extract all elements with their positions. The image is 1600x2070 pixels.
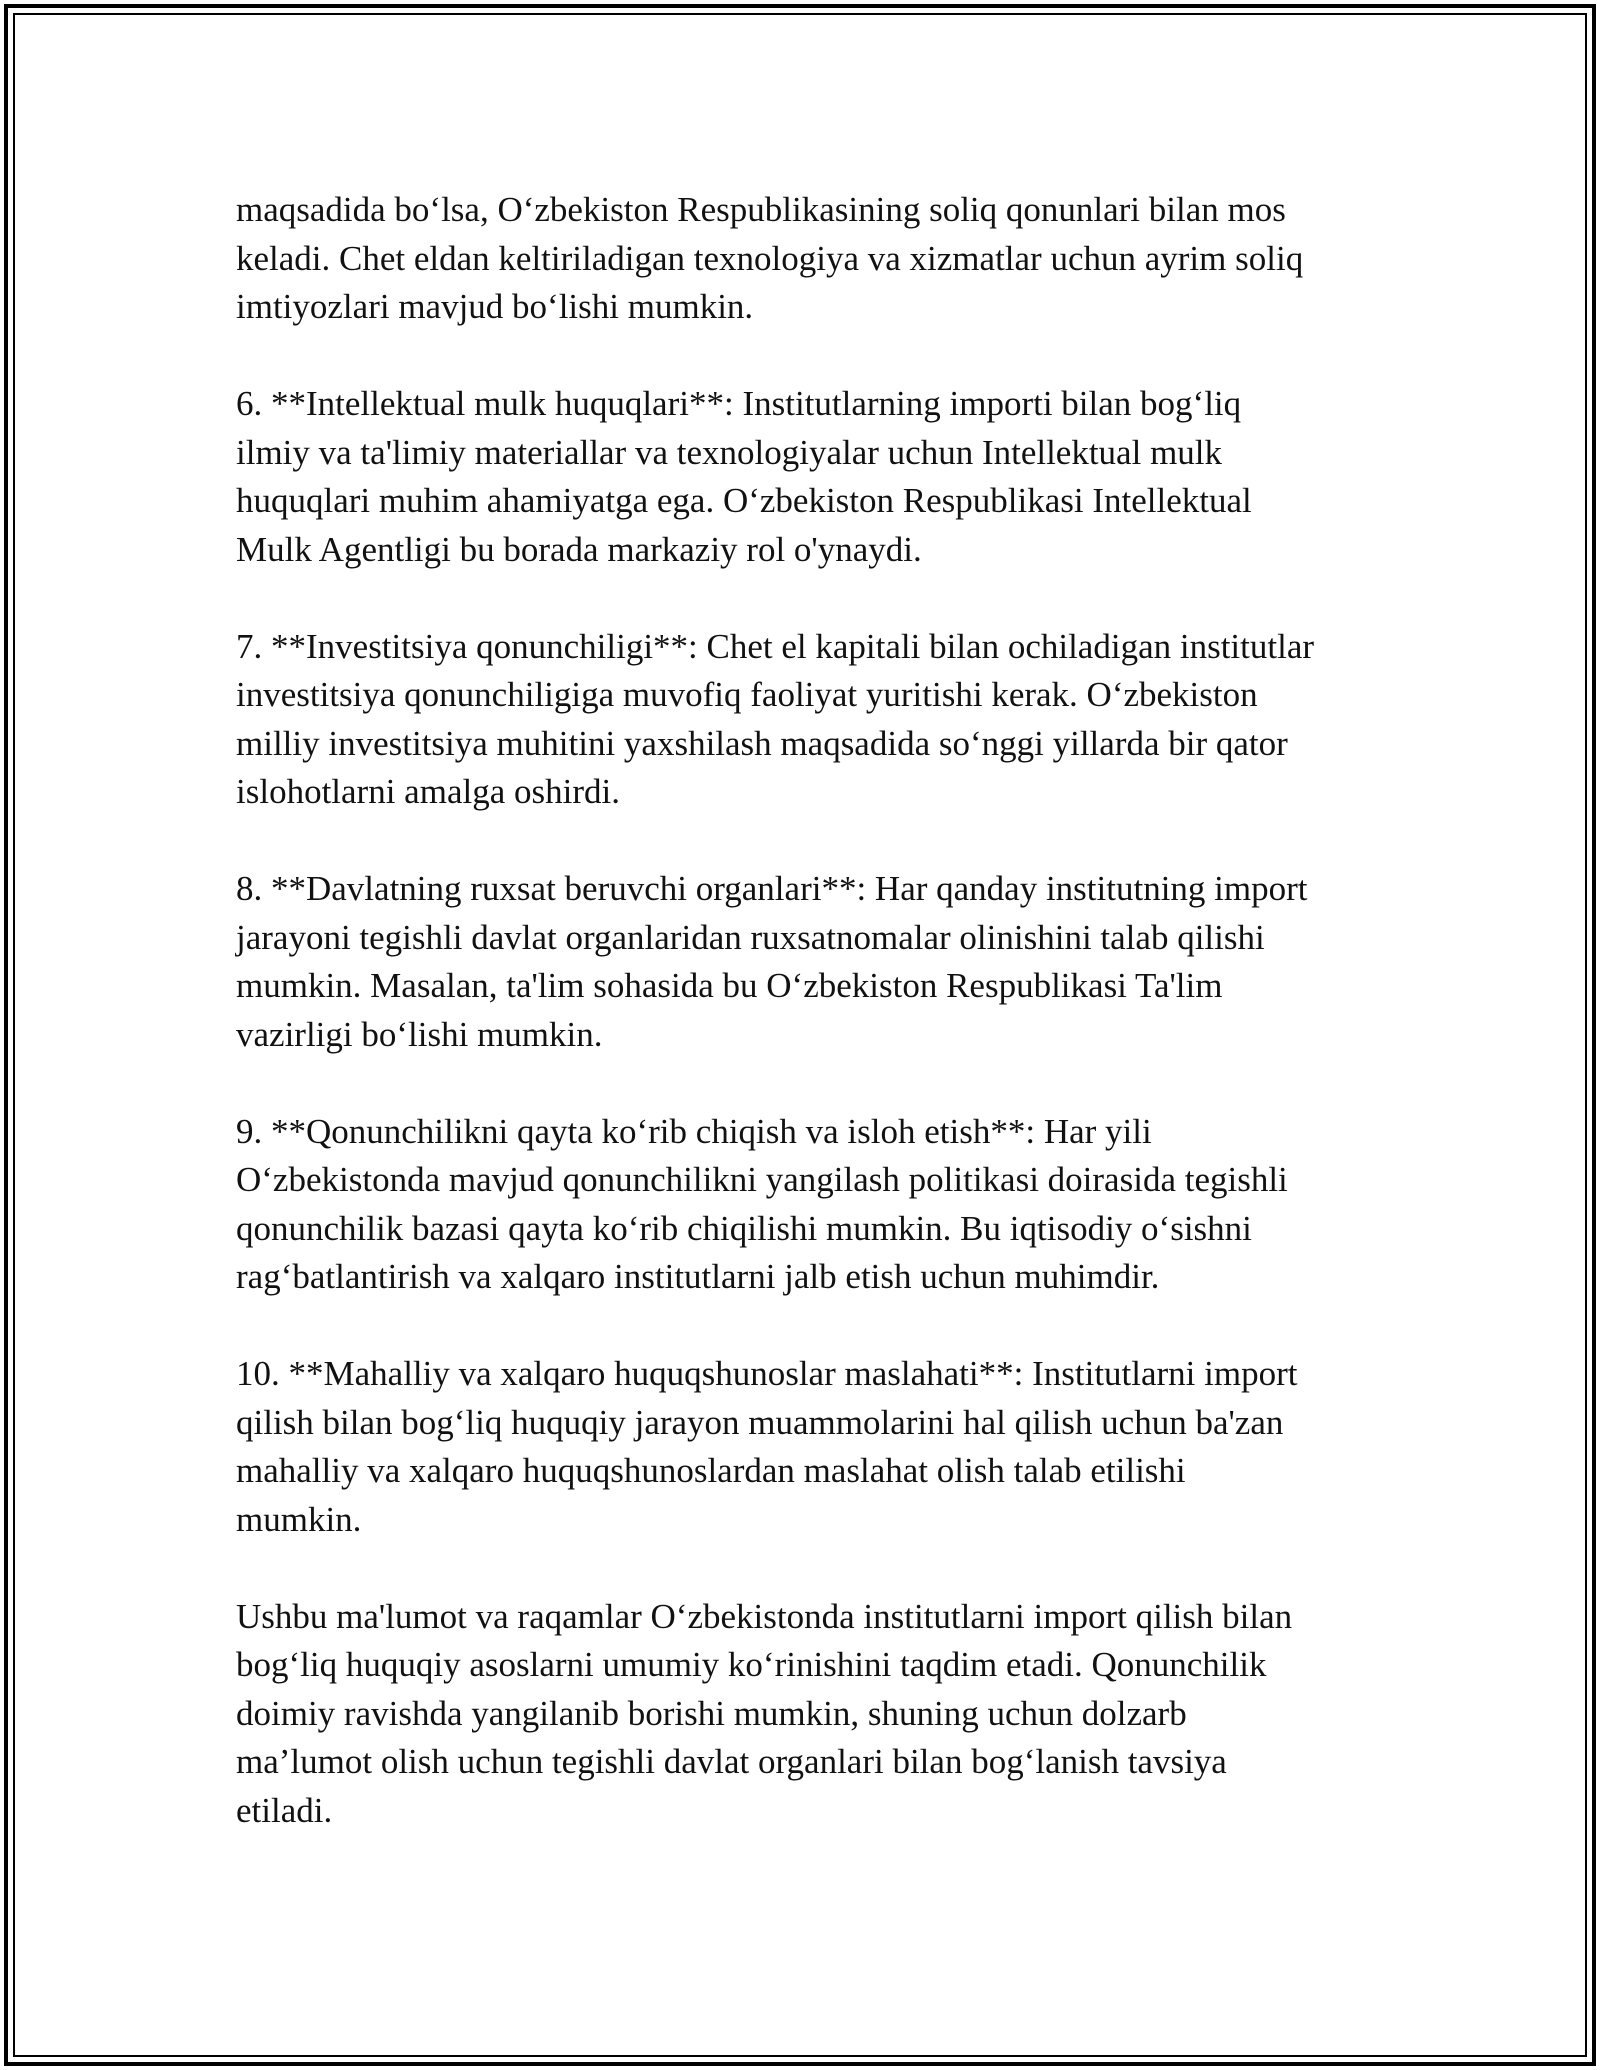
- paragraph-item-9: [236, 1108, 1416, 1302]
- text-line: mumkin.: [236, 1499, 362, 1539]
- text-line: mahalliy va xalqaro huquqshunoslardan maslahat olish talab etilishi: [236, 1451, 1186, 1490]
- paragraph-tax-continuation: [236, 186, 1416, 332]
- text-line: 8. **Davlatning ruxsat beruvchi organlari**: Har qanday institutning import: [236, 869, 1308, 908]
- text-line: bog‘liq huquqiy asoslarni umumiy ko‘rinishini taqdim etadi. Qonunchilik: [236, 1645, 1267, 1684]
- text-line: etiladi.: [236, 1790, 333, 1830]
- text-line: qonunchilik bazasi qayta ko‘rib chiqilishi mumkin. Bu iqtisodiy o‘sishni: [236, 1208, 1252, 1248]
- text-line: islohotlarni amalga oshirdi.: [236, 772, 620, 811]
- paragraph-item-7: [236, 623, 1416, 817]
- text-line: huquqlari muhim ahamiyatga ega. O‘zbekiston Respublikasi Intellektual: [236, 481, 1252, 520]
- paragraph-item-6: [236, 380, 1416, 574]
- text-line: mumkin. Masalan, ta'lim sohasida bu O‘zbekiston Respublikasi Ta'lim: [236, 966, 1223, 1005]
- text-line: O‘zbekistonda mavjud qonunchilikni yangilash politikasi doirasida tegishli: [236, 1160, 1288, 1199]
- text-line: imtiyozlari mavjud bo‘lishi mumkin.: [236, 287, 754, 326]
- text-line: milliy investitsiya muhitini yaxshilash maqsadida so‘nggi yillarda bir qator: [236, 723, 1288, 763]
- text-line: doimiy ravishda yangilanib borishi mumkin, shuning uchun dolzarb: [236, 1693, 1187, 1733]
- text-line: maqsadida bo‘lsa, O‘zbekiston Respublikasining soliq qonunlari bilan mos: [236, 190, 1286, 229]
- text-line: ma’lumot olish uchun tegishli davlat organlari bilan bog‘lanish tavsiya: [236, 1742, 1227, 1781]
- paragraph-item-10: [236, 1350, 1416, 1544]
- text-line: ilmiy va ta'limiy materiallar va texnologiyalar uchun Intellektual mulk: [236, 432, 1223, 472]
- document-body: [236, 186, 1416, 1835]
- text-line: keladi. Chet eldan keltiriladigan texnologiya va xizmatlar uchun ayrim soliq: [236, 238, 1304, 278]
- text-line: 9. **Qonunchilikni qayta ko‘rib chiqish va isloh etish**: Har yili: [236, 1111, 1152, 1151]
- text-line: vazirligi bo‘lishi mumkin.: [236, 1014, 603, 1054]
- paragraph-conclusion: [236, 1593, 1416, 1836]
- text-line: qilish bilan bog‘liq huquqiy jarayon muammolarini hal qilish uchun ba'zan: [236, 1402, 1284, 1442]
- text-line: jarayoni tegishli davlat organlaridan ruxsatnomalar olinishini talab qilishi: [236, 917, 1265, 957]
- text-line: 7. **Investitsiya qonunchiligi**: Chet el kapitali bilan ochiladigan institutlar: [236, 626, 1315, 666]
- text-line: Ushbu ma'lumot va raqamlar O‘zbekistonda institutlarni import qilish bilan: [236, 1596, 1293, 1636]
- text-line: rag‘batlantirish va xalqaro institutlarni jalb etish uchun muhimdir.: [236, 1257, 1160, 1296]
- text-line: Mulk Agentligi bu borada markaziy rol o'ynaydi.: [236, 529, 922, 569]
- text-line: 6. **Intellektual mulk huquqlari**: Institutlarning importi bilan bog‘liq: [236, 384, 1242, 423]
- paragraph-item-8: [236, 865, 1416, 1059]
- text-line: 10. **Mahalliy va xalqaro huquqshunoslar maslahati**: Institutlarni import: [236, 1354, 1298, 1393]
- text-line: investitsiya qonunchiligiga muvofiq faoliyat yuritishi kerak. O‘zbekiston: [236, 675, 1258, 714]
